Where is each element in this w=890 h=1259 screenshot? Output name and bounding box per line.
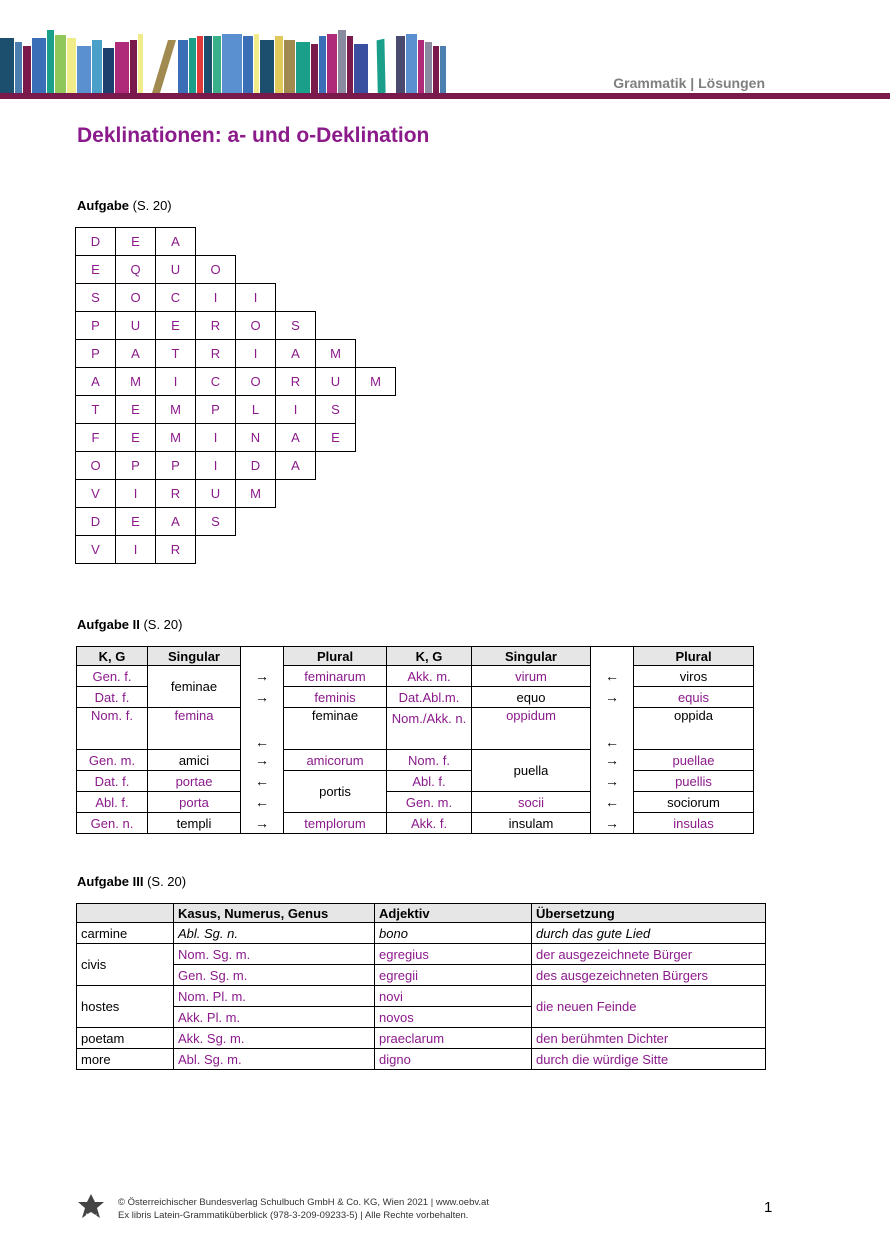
col-header: Plural (284, 647, 387, 666)
grid-cell: I (155, 367, 196, 396)
cell: templi (148, 813, 241, 834)
grid-cell: M (155, 395, 196, 424)
cell: puellis (634, 771, 754, 792)
grid-cell: P (155, 451, 196, 480)
col-header (591, 647, 634, 666)
grid-cell: F (75, 423, 116, 452)
cell: oppidum (472, 708, 591, 750)
grid-cell: S (315, 395, 356, 424)
grid-row (76, 256, 396, 284)
cell: feminae (148, 666, 241, 708)
cell: feminarum (284, 666, 387, 687)
translation-table (76, 903, 766, 1070)
grid-cell: P (75, 311, 116, 340)
grid-cell: I (195, 283, 236, 312)
grid-cell: M (155, 423, 196, 452)
arrow-right-icon: → (241, 666, 284, 687)
grid-cell: E (75, 255, 116, 284)
grid-cell: V (75, 479, 116, 508)
grid-cell: D (75, 227, 116, 256)
oebv-logo-icon (77, 1193, 105, 1221)
cell: porta (148, 792, 241, 813)
col-header: K, G (77, 647, 148, 666)
grid-row (76, 452, 396, 480)
table-row (77, 1028, 766, 1049)
grid-cell: Q (115, 255, 156, 284)
cell: Akk. Sg. m. (174, 1028, 375, 1049)
cell: feminis (284, 687, 387, 708)
cell: egregii (375, 965, 532, 986)
table-row (77, 986, 766, 1007)
aufgabe2-page: (S. 20) (139, 617, 183, 632)
grid-cell: U (115, 311, 156, 340)
arrow-left-icon: ← (241, 771, 284, 792)
grid-row (76, 480, 396, 508)
grid-cell: M (115, 367, 156, 396)
grid-cell: R (195, 311, 236, 340)
grid-cell: A (155, 507, 196, 536)
grid-cell: L (235, 395, 276, 424)
table-row (77, 792, 754, 813)
cell: die neuen Feinde (532, 986, 766, 1028)
grid-cell: I (235, 339, 276, 368)
page-title: Deklinationen: a- und o-Deklination (77, 124, 430, 147)
arrow-left-icon: ← (241, 792, 284, 813)
cell: portis (284, 771, 387, 813)
cell: more (77, 1049, 174, 1070)
aufgabe1-label: Aufgabe (77, 198, 129, 213)
cell: Gen. n. (77, 813, 148, 834)
grid-cell: R (195, 339, 236, 368)
col-header: K, G (387, 647, 472, 666)
cell: femina (148, 708, 241, 750)
cell: Nom. f. (77, 708, 148, 750)
aufgabe3-label: Aufgabe III (77, 874, 144, 889)
grid-cell: E (115, 507, 156, 536)
cell: poetam (77, 1028, 174, 1049)
cell: socii (472, 792, 591, 813)
grid-cell: S (75, 283, 116, 312)
grid-row (76, 228, 396, 256)
grid-cell: C (195, 367, 236, 396)
cell: feminae (284, 708, 387, 750)
footer-copyright: © Österreichischer Bundesverlag Schulbuch GmbH & Co. KG, Wien 2021 | www.oebv.at (118, 1197, 489, 1208)
grid-cell: E (115, 227, 156, 256)
grid-cell: O (195, 255, 236, 284)
grid-cell: I (195, 423, 236, 452)
cell: oppida (634, 708, 754, 750)
grid-cell: I (115, 535, 156, 564)
grid-cell: U (315, 367, 356, 396)
grid-cell: V (75, 535, 116, 564)
cell: Gen. m. (387, 792, 472, 813)
arrow-right-icon: → (241, 813, 284, 834)
cell: Abl. f. (387, 771, 472, 792)
declension-table (76, 646, 754, 834)
aufgabe1-page: (S. 20) (129, 198, 172, 213)
grid-row (76, 368, 396, 396)
cell: puella (472, 750, 591, 792)
footer-rights: Ex libris Latein-Grammatiküberblick (978-3-209-09233-5) | Alle Rechte vorbehalten. (118, 1210, 469, 1221)
header-bar (0, 93, 890, 99)
cell: der ausgezeichnete Bürger (532, 944, 766, 965)
cell: Gen. Sg. m. (174, 965, 375, 986)
grid-cell: O (75, 451, 116, 480)
cell: Abl. f. (77, 792, 148, 813)
arrow-right-icon: → (591, 771, 634, 792)
col-header: Plural (634, 647, 754, 666)
grid-cell: E (115, 423, 156, 452)
table-row (77, 944, 766, 965)
aufgabe2-label: Aufgabe II (77, 617, 140, 632)
cell: carmine (77, 923, 174, 944)
grid-cell: P (195, 395, 236, 424)
aufgabe1-heading (77, 198, 172, 213)
grid-cell: T (75, 395, 116, 424)
grid-cell: O (115, 283, 156, 312)
table-header-row (77, 904, 766, 923)
grid-cell: I (195, 451, 236, 480)
grid-cell: R (275, 367, 316, 396)
grid-cell: U (195, 479, 236, 508)
arrow-right-icon: → (591, 687, 634, 708)
arrow-right-icon: → (241, 687, 284, 708)
grid-row (76, 312, 396, 340)
cell: durch die würdige Sitte (532, 1049, 766, 1070)
col-header (241, 647, 284, 666)
cell: virum (472, 666, 591, 687)
table-header-row (77, 647, 754, 666)
grid-cell: A (275, 451, 316, 480)
cell: civis (77, 944, 174, 986)
grid-cell: M (355, 367, 396, 396)
cell: Abl. Sg. n. (174, 923, 375, 944)
grid-cell: N (235, 423, 276, 452)
cell: viros (634, 666, 754, 687)
cell: bono (375, 923, 532, 944)
table-row (77, 708, 754, 750)
grid-row (76, 536, 396, 564)
grid-row (76, 340, 396, 368)
cell: Abl. Sg. m. (174, 1049, 375, 1070)
cell: Gen. f. (77, 666, 148, 687)
cell: Dat. f. (77, 771, 148, 792)
aufgabe3-heading (77, 874, 186, 889)
logo-text: öbv (85, 1213, 97, 1220)
table-row (77, 813, 754, 834)
grid-cell: P (115, 451, 156, 480)
aufgabe3-page: (S. 20) (143, 874, 187, 889)
grid-cell: R (155, 479, 196, 508)
col-header: Kasus, Numerus, Genus (174, 904, 375, 923)
grid-cell: I (115, 479, 156, 508)
cell: portae (148, 771, 241, 792)
grid-row (76, 424, 396, 452)
grid-cell: M (315, 339, 356, 368)
arrow-left-icon: ← (591, 708, 634, 750)
cell: hostes (77, 986, 174, 1028)
grid-cell: O (235, 311, 276, 340)
page-number: 1 (764, 1199, 773, 1216)
grid-cell: D (235, 451, 276, 480)
table-row (77, 923, 766, 944)
grid-cell: I (275, 395, 316, 424)
grid-row (76, 508, 396, 536)
header-label: Grammatik | Lösungen (613, 75, 765, 91)
cell: insulas (634, 813, 754, 834)
grid-cell: C (155, 283, 196, 312)
grid-cell: S (275, 311, 316, 340)
cell: amici (148, 750, 241, 771)
cell: novos (375, 1007, 532, 1028)
grid-row (76, 284, 396, 312)
arrow-left-icon: ← (241, 708, 284, 750)
cell: insulam (472, 813, 591, 834)
table-row (77, 771, 754, 792)
grid-cell: D (75, 507, 116, 536)
grid-cell: E (155, 311, 196, 340)
cell: amicorum (284, 750, 387, 771)
cell: Akk. f. (387, 813, 472, 834)
arrow-right-icon: → (591, 750, 634, 771)
col-header (77, 904, 174, 923)
cell: Nom./Akk. n. (387, 708, 472, 750)
col-header: Adjektiv (375, 904, 532, 923)
grid-cell: E (315, 423, 356, 452)
arrow-right-icon: → (241, 750, 284, 771)
grid-cell: P (75, 339, 116, 368)
table-row (77, 1049, 766, 1070)
letter-grid (76, 228, 396, 564)
cell: templorum (284, 813, 387, 834)
grid-cell: A (75, 367, 116, 396)
col-header: Singular (148, 647, 241, 666)
cell: Nom. Sg. m. (174, 944, 375, 965)
cell: Dat. f. (77, 687, 148, 708)
aufgabe2-heading (77, 617, 182, 632)
cell: praeclarum (375, 1028, 532, 1049)
cell: Gen. m. (77, 750, 148, 771)
grid-cell: A (115, 339, 156, 368)
arrow-right-icon: → (591, 813, 634, 834)
grid-cell: M (235, 479, 276, 508)
grid-cell: A (155, 227, 196, 256)
col-header: Übersetzung (532, 904, 766, 923)
grid-cell: I (235, 283, 276, 312)
grid-cell: A (275, 423, 316, 452)
grid-cell: A (275, 339, 316, 368)
cell: Akk. m. (387, 666, 472, 687)
cell: den berühmten Dichter (532, 1028, 766, 1049)
cell: digno (375, 1049, 532, 1070)
grid-cell: O (235, 367, 276, 396)
grid-cell: S (195, 507, 236, 536)
grid-cell: U (155, 255, 196, 284)
cell: sociorum (634, 792, 754, 813)
grid-cell: E (115, 395, 156, 424)
table-row (77, 965, 766, 986)
cell: equo (472, 687, 591, 708)
grid-cell: T (155, 339, 196, 368)
cell: puellae (634, 750, 754, 771)
cell: Nom. Pl. m. (174, 986, 375, 1007)
cell: equis (634, 687, 754, 708)
footer (118, 1196, 489, 1222)
cell: Dat.Abl.m. (387, 687, 472, 708)
grid-cell: R (155, 535, 196, 564)
cell: des ausgezeichneten Bürgers (532, 965, 766, 986)
grid-row (76, 396, 396, 424)
arrow-left-icon: ← (591, 792, 634, 813)
arrow-left-icon: ← (591, 666, 634, 687)
table-row (77, 750, 754, 771)
cell: Akk. Pl. m. (174, 1007, 375, 1028)
cell: novi (375, 986, 532, 1007)
cell: egregius (375, 944, 532, 965)
cell: durch das gute Lied (532, 923, 766, 944)
col-header: Singular (472, 647, 591, 666)
cell: Nom. f. (387, 750, 472, 771)
table-row (77, 666, 754, 687)
